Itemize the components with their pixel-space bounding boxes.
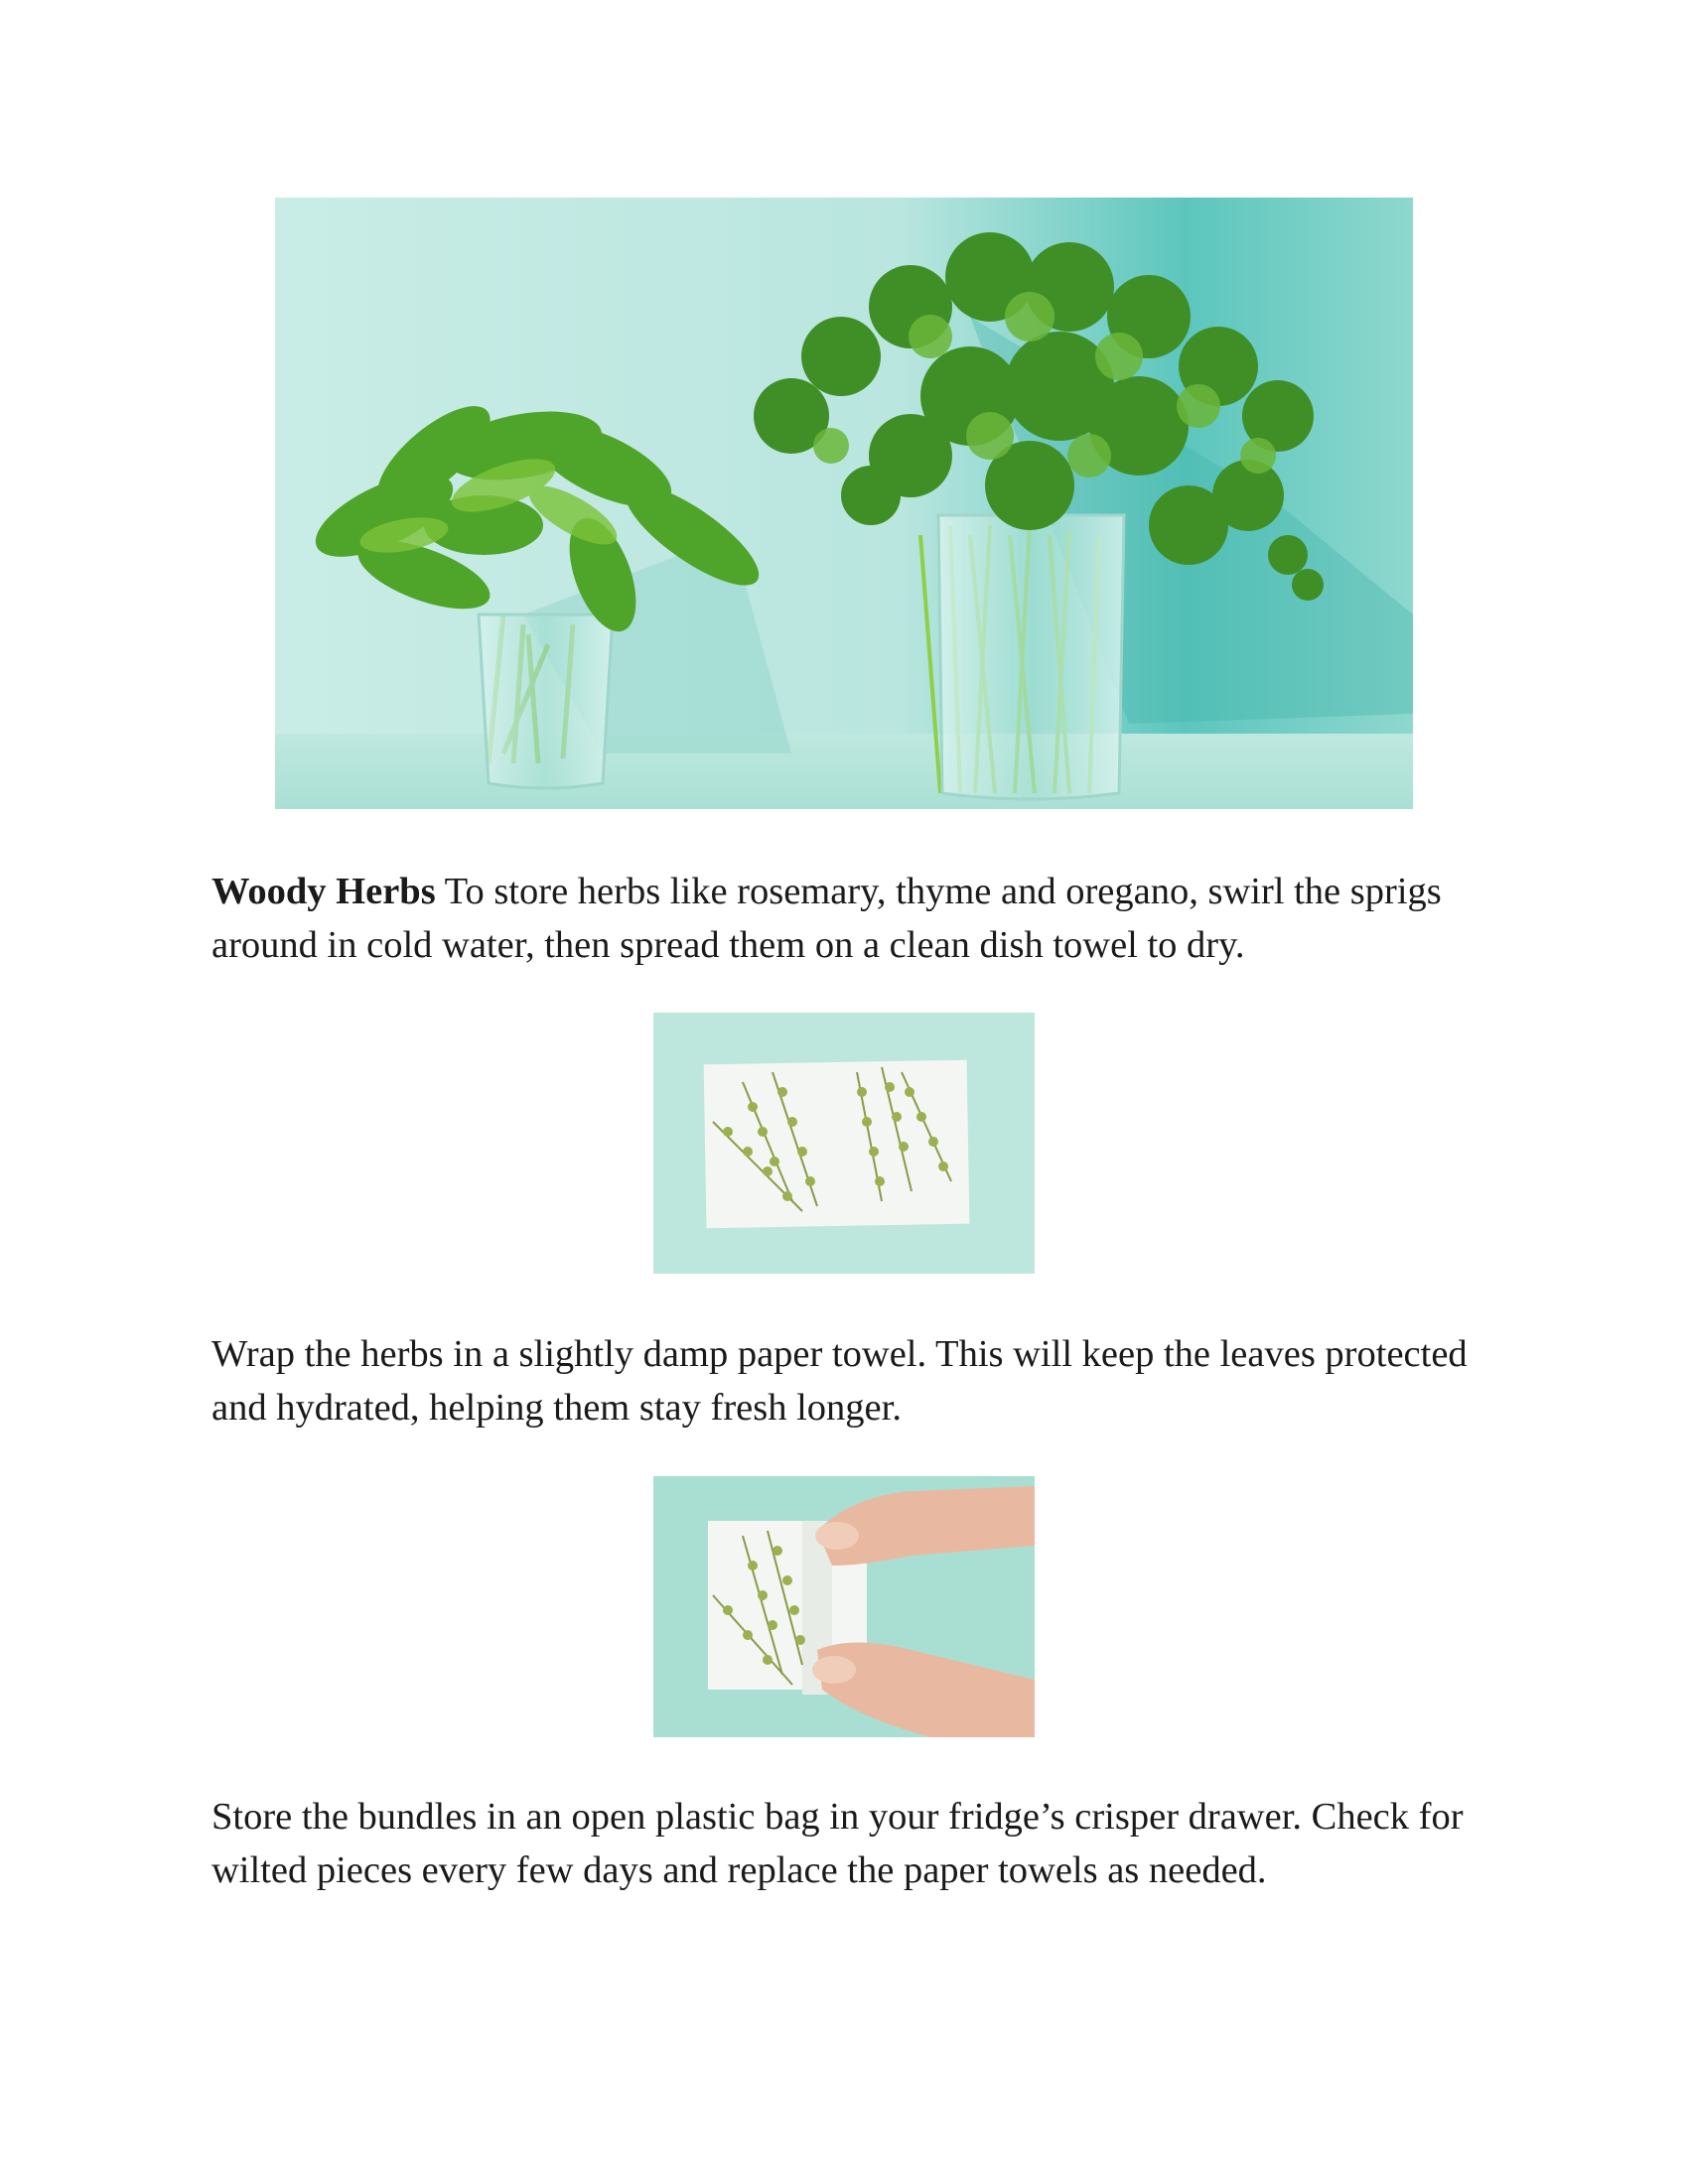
- store-step-paragraph: Store the bundles in an open plastic bag in your fridge’s crisper drawer. Check for wilted pieces every few days and replace the paper towels as needed.: [211, 1796, 1464, 1891]
- herbs-drying-photo: [653, 1013, 1035, 1274]
- section-intro: To store herbs like rosemary, thyme and oregano, swirl the sprigs around in cold water, then spread them on a clean dish towel to dry.: [211, 871, 1442, 966]
- herbs-wrapping-photo: [653, 1476, 1035, 1737]
- wrap-step-paragraph: Wrap the herbs in a slightly damp paper towel. This will keep the leaves protected and hydrated, helping them stay fresh longer.: [211, 1333, 1468, 1429]
- section-heading: Woody Herbs: [211, 871, 436, 912]
- woody-herbs-paragraph: [211, 865, 1492, 972]
- herbs-in-jars-photo: [275, 198, 1413, 809]
